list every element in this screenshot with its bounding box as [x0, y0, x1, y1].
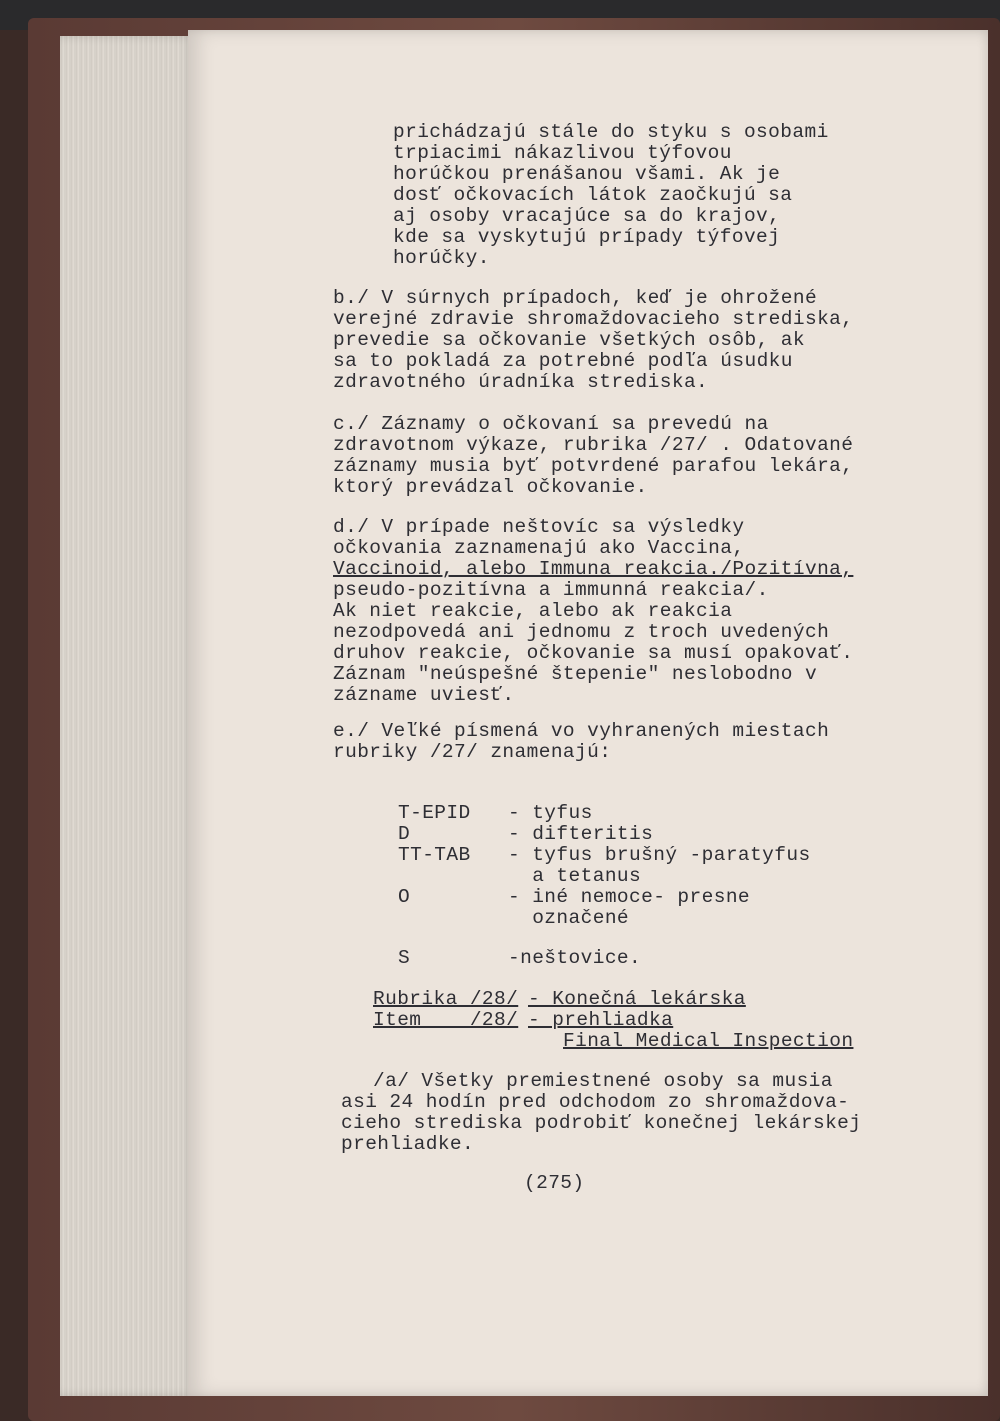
text-line: verejné zdravie shromaždovacieho strediska,	[333, 308, 854, 330]
heading-label: Item /28/	[373, 1009, 519, 1031]
text-line: pseudo-pozitívna a immunná reakcia/.	[333, 579, 769, 601]
text-line: trpiacimi nákazlivou týfovou	[393, 142, 732, 164]
text-line: b./ V súrnych prípadoch, keď je ohrožené	[333, 287, 818, 309]
page-number: (275)	[524, 1172, 585, 1194]
text-line: zdravotného úradníka strediska.	[333, 371, 709, 393]
code-key: T-EPID	[398, 802, 471, 824]
text-line: rubriky /27/ znamenajú:	[333, 741, 612, 763]
heading-text: - Konečná lekárska	[528, 988, 746, 1010]
text-line: Záznam "neúspešné štepenie" neslobodno v	[333, 663, 818, 685]
code-key: O	[398, 886, 411, 908]
code-desc: - tyfus brušný -paratyfus	[508, 844, 811, 866]
text-line: ktorý prevádzal očkovanie.	[333, 476, 648, 498]
text-line: Vaccinoid, alebo Immuna reakcia./Pozitívna,	[333, 558, 854, 580]
code-key: D	[398, 823, 411, 845]
book-page	[188, 30, 988, 1396]
code-desc: - tyfus	[508, 802, 593, 824]
text-line: d./ V prípade neštovíc sa výsledky	[333, 516, 745, 538]
text-line: nezodpovedá ani jednomu z troch uvedených	[333, 621, 830, 643]
code-desc: a tetanus	[508, 865, 642, 887]
heading-text: Final Medical Inspection	[563, 1030, 854, 1052]
text-line: záznamy musia byť potvrdené parafou lekára,	[333, 455, 854, 477]
text-line: cieho strediska podrobiť konečnej lekárskej	[341, 1112, 862, 1134]
text-line: sa to pokladá za potrebné podľa úsudku	[333, 350, 793, 372]
code-key: TT-TAB	[398, 844, 471, 866]
heading-label: Rubrika /28/	[373, 988, 519, 1010]
text-line: zdravotnom výkaze, rubrika /27/ . Odatované	[333, 434, 854, 456]
code-desc: -neštovice.	[508, 947, 642, 969]
text-line: c./ Záznamy o očkovaní sa prevedú na	[333, 413, 769, 435]
heading-text: - prehliadka	[528, 1009, 674, 1031]
text-line: prichádzajú stále do styku s osobami	[393, 121, 829, 143]
text-line: prehliadke.	[341, 1133, 475, 1155]
code-desc: - iné nemoce- presne	[508, 886, 751, 908]
text-line: dosť očkovacích látok zaočkujú sa	[393, 184, 793, 206]
text-line: Ak niet reakcie, alebo ak reakcia	[333, 600, 733, 622]
text-line: aj osoby vracajúce sa do krajov,	[393, 205, 781, 227]
text-line: kde sa vyskytujú prípady týfovej	[393, 226, 781, 248]
text-line: očkovania zaznamenajú ako Vaccina,	[333, 537, 745, 559]
code-key: S	[398, 947, 411, 969]
text-line: /a/ Všetky premiestnené osoby sa musia	[373, 1070, 833, 1092]
text-line: prevedie sa očkovanie všetkých osôb, ak	[333, 329, 805, 351]
text-line: druhov reakcie, očkovanie sa musí opakovať.	[333, 642, 854, 664]
page-stack-edge	[60, 36, 196, 1396]
code-desc: - difteritis	[508, 823, 654, 845]
text-line: horúčkou prenášanou všami. Ak je	[393, 163, 781, 185]
code-desc: označené	[508, 907, 630, 929]
text-line: asi 24 hodín pred odchodom zo shromaždova-	[341, 1091, 850, 1113]
text-line: e./ Veľké písmená vo vyhranených miestach	[333, 720, 830, 742]
text-line: horúčky.	[393, 247, 490, 269]
text-line: zázname uviesť.	[333, 684, 515, 706]
